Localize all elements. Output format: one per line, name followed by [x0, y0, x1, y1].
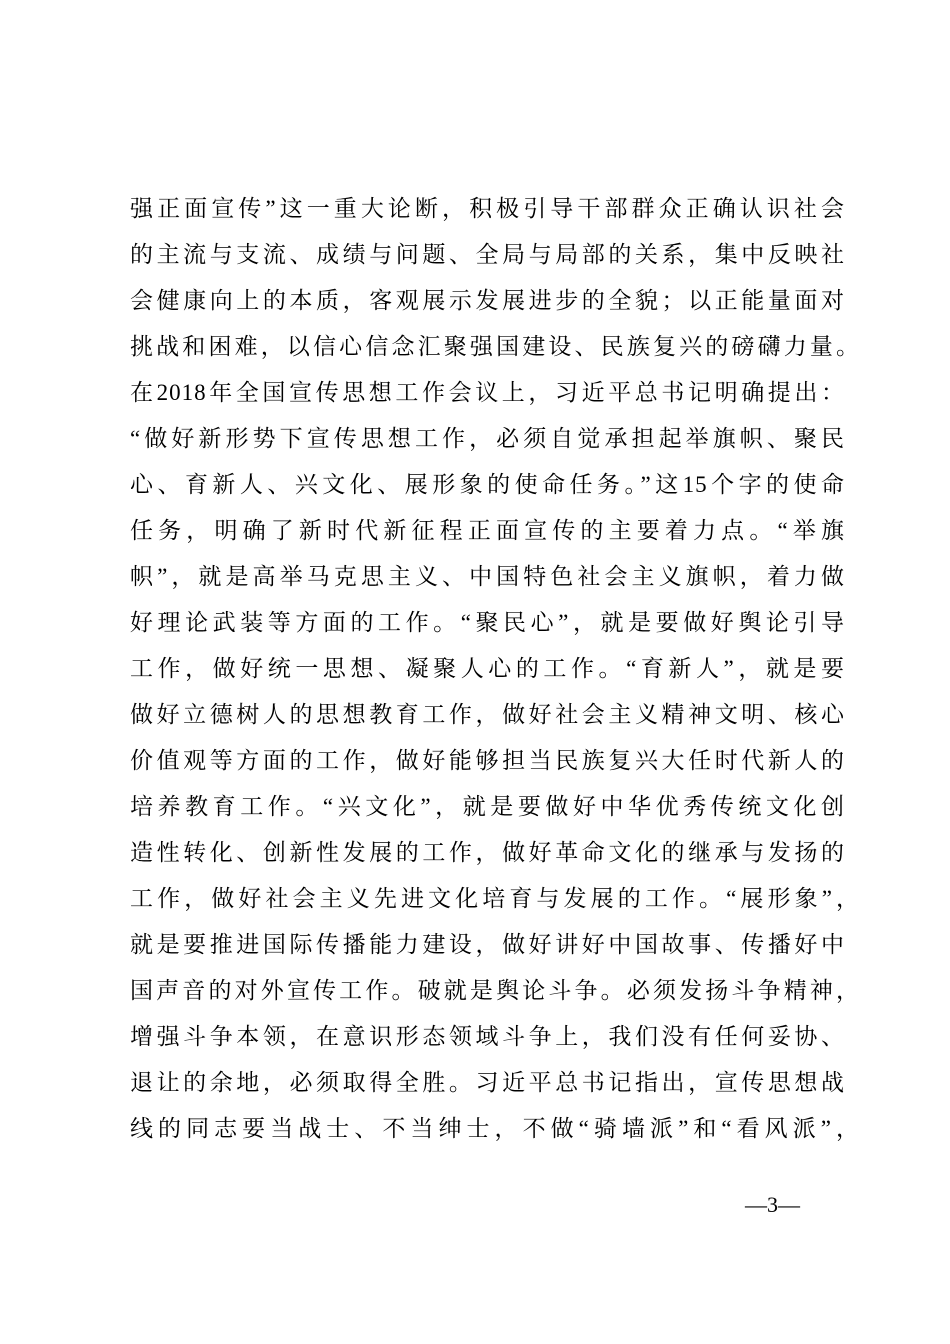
text-line: 培养教育工作。“兴文化”，就是要做好中华优秀传统文化创: [130, 794, 845, 819]
text-line: 会健康向上的本质，客观展示发展进步的全貌；以正能量面对: [130, 288, 845, 313]
text-line: 退让的余地，必须取得全胜。习近平总书记指出，宣传思想战: [130, 1070, 845, 1095]
text-line: 挑战和困难，以信心信念汇聚强国建设、民族复兴的磅礴力量。: [130, 334, 860, 359]
text-line: 工作，做好社会主义先进文化培育与发展的工作。“展形象”，: [130, 886, 860, 911]
text-line: 强正面宣传”这一重大论断，积极引导干部群众正确认识社会: [130, 196, 845, 221]
text-line: 心、育新人、兴文化、展形象的使命任务。”这15个字的使命: [130, 472, 845, 497]
text-line: 线的同志要当战士、不当绅士，不做“骑墙派”和“看风派”，: [130, 1116, 860, 1141]
text-line: 就是要推进国际传播能力建设，做好讲好中国故事、传播好中: [130, 932, 845, 957]
text-line: 任务，明确了新时代新征程正面宣传的主要着力点。“举旗: [130, 518, 845, 543]
body-text: [130, 186, 860, 1152]
text-line: 的主流与支流、成绩与问题、全局与局部的关系，集中反映社: [130, 242, 845, 267]
text-line: 造性转化、创新性发展的工作，做好革命文化的继承与发扬的: [130, 840, 845, 865]
text-line: 国声音的对外宣传工作。破就是舆论斗争。必须发扬斗争精神，: [130, 978, 860, 1003]
text-line: 在2018年全国宣传思想工作会议上，习近平总书记明确提出：: [130, 380, 845, 405]
text-line: 好理论武装等方面的工作。“聚民心”，就是要做好舆论引导: [130, 610, 845, 635]
text-line: 做好立德树人的思想教育工作，做好社会主义精神文明、核心: [130, 702, 845, 727]
text-line: 帜”，就是高举马克思主义、中国特色社会主义旗帜，着力做: [130, 564, 845, 589]
text-line: 工作，做好统一思想、凝聚人心的工作。“育新人”，就是要: [130, 656, 845, 681]
text-line: 价值观等方面的工作，做好能够担当民族复兴大任时代新人的: [130, 748, 845, 773]
page-number: —3—: [745, 1192, 800, 1217]
text-line: 增强斗争本领，在意识形态领域斗争上，我们没有任何妥协、: [130, 1024, 845, 1049]
text-line: “做好新形势下宣传思想工作，必须自觉承担起举旗帜、聚民: [130, 426, 845, 451]
